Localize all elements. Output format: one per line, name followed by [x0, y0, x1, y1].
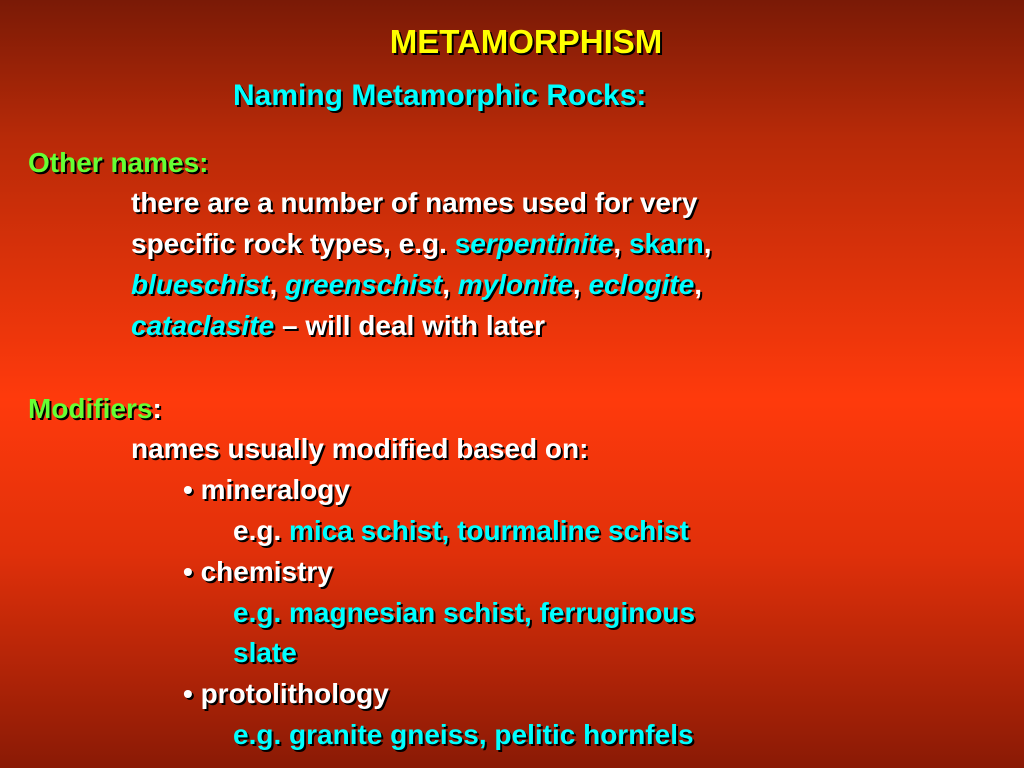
comma: ,	[269, 269, 278, 300]
other-names-line-3	[131, 268, 702, 302]
comma: ,	[703, 228, 712, 259]
other-names-line-4	[131, 309, 545, 343]
term-greenschist: greenschist	[285, 269, 443, 300]
term-mylonite: mylonite	[457, 269, 573, 300]
other-names-line-2	[131, 227, 711, 261]
comma: ,	[572, 269, 581, 300]
other-names-heading: Other names:	[28, 147, 209, 178]
other-names-line-2-text: specific rock types, e.g.	[131, 228, 455, 259]
bullet-protolithology: • protolithology	[183, 678, 389, 709]
protolithology-examples: e.g. granite gneiss, pelitic hornfels	[233, 719, 694, 750]
eg-prefix: e.g.	[233, 515, 290, 546]
modifiers-heading	[28, 392, 162, 426]
mineralogy-examples	[233, 514, 689, 548]
bullet-mineralogy: • mineralogy	[183, 474, 350, 505]
modifiers-colon: :	[152, 393, 162, 424]
bullet-chemistry: • chemistry	[183, 556, 333, 587]
modifiers-heading-text: Modifiers	[28, 393, 153, 424]
other-names-line-1: there are a number of names used for very	[131, 187, 698, 218]
term-cataclasite: cataclasite	[131, 310, 275, 341]
term-blueschist: blueschist	[131, 269, 270, 300]
comma: ,	[613, 228, 622, 259]
term-eclogite: eclogite	[588, 269, 695, 300]
comma: ,	[442, 269, 450, 300]
comma: ,	[694, 269, 703, 300]
deal-later-text: – will deal with later	[274, 310, 545, 341]
term-skarn: skarn	[628, 228, 704, 259]
modifiers-intro: names usually modified based on:	[131, 433, 589, 464]
mineralogy-example-terms: mica schist, tourmaline schist	[289, 515, 689, 546]
slide-title: METAMORPHISM	[389, 23, 663, 60]
chemistry-examples-line-1: e.g. magnesian schist, ferruginous	[233, 597, 696, 628]
chemistry-examples-line-2: slate	[233, 637, 297, 668]
term-serpentinite: erpentinite	[470, 228, 614, 259]
slide-subtitle: Naming Metamorphic Rocks:	[233, 79, 647, 112]
term-serpentinite-initial: s	[454, 228, 471, 259]
